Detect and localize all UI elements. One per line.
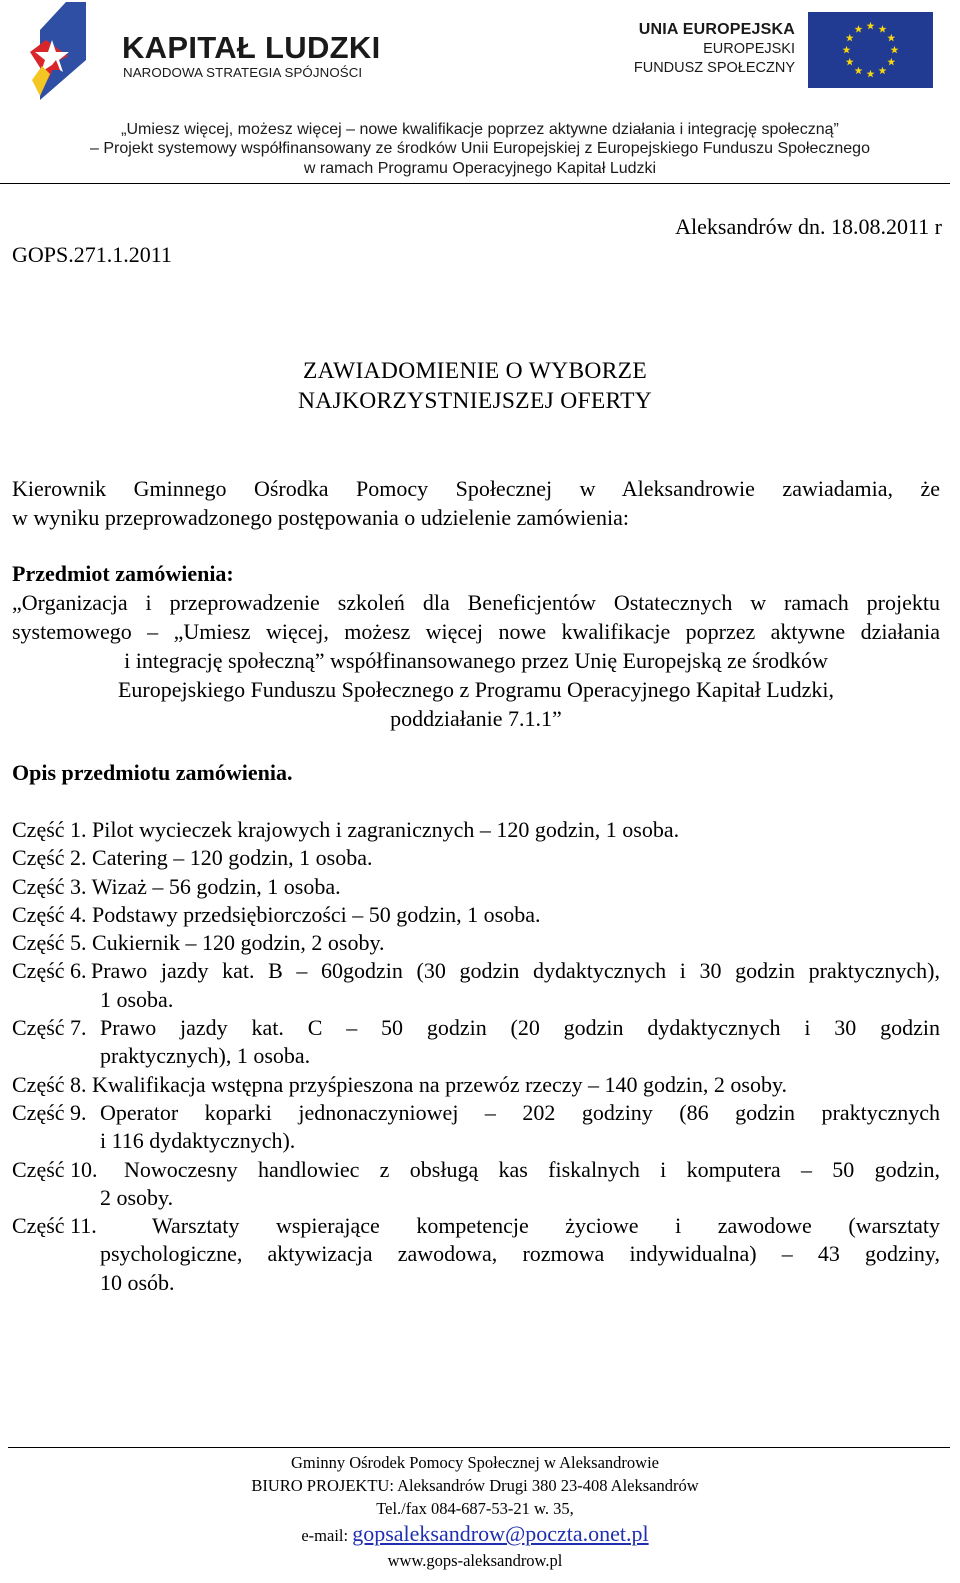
eu-line-3: FUNDUSZ SPOŁECZNY [633,59,795,76]
subject-line-3: i integrację społeczną” współfinansowanego przez Unię Europejską ze środków [124,648,828,673]
part-text: Operator koparki jednonaczyniowej – 202 godziny (86 godzin praktycznych [100,1099,940,1125]
part-label: Część 10. [12,1156,98,1182]
list-item [12,929,940,957]
list-item [12,957,940,1014]
title-line-1: ZAWIADOMIENIE O WYBORZE [303,358,647,384]
email-label: e-mail: [301,1526,353,1545]
list-item [12,844,940,872]
part-text: Pilot wycieczek krajowych i zagranicznych – 120 godzin, 1 osoba. [92,817,680,842]
document-header [0,0,960,186]
part-label: Część 8. [12,1071,87,1097]
footer-office: Gminny Ośrodek Pomocy Społecznej w Aleksandrowie [291,1453,659,1472]
part-text: Prawo jazdy kat. B – 60godzin (30 godzin dydaktycznych i 30 godzin praktycznych), [91,958,940,984]
date-line: Aleksandrów dn. 18.08.2011 r [675,214,942,239]
document-title [0,356,950,416]
intro-paragraph [12,474,940,532]
eu-line-1: UNIA EUROPEJSKA [638,21,795,38]
part-text: Prawo jazdy kat. C – 50 godzin (20 godzin dydaktycznych i 30 godzin [100,1015,940,1041]
footer-phone: Tel./fax 084-687-53-21 w. 35, [376,1499,574,1518]
list-item [12,1099,940,1156]
project-line-3: w ramach Programu Operacyjnego Kapitał Ludzki [303,159,657,177]
email-link[interactable]: gopsaleksandrow@poczta.onet.pl [352,1521,649,1546]
part-text: Nowoczesny handlowiec z obsługą kas fiskalnych i komputera – 50 godzin, [124,1156,940,1182]
subject-text [12,588,940,733]
kapital-ludzki-subtitle: NARODOWA STRATEGIA SPÓJNOŚCI [123,65,363,80]
eu-flag-icon [808,12,933,88]
footer-divider [8,1447,950,1448]
intro-line-2: w wyniku przeprowadzonego postępowania o udzielenie zamówienia: [12,505,630,530]
list-item [12,1071,940,1099]
part-label: Część 7. [12,1015,87,1041]
part-label: Część 11. [12,1213,97,1239]
project-line-1: „Umiesz więcej, możesz więcej – nowe kwalifikacje poprzez aktywne działania i integrację społeczną” [121,121,839,138]
part-text: Wizaż – 56 godzin, 1 osoba. [91,873,341,899]
list-item [12,901,940,929]
part-text: Catering – 120 godzin, 1 osoba. [92,845,373,871]
footer-website[interactable]: www.gops-aleksandrow.pl [387,1551,563,1570]
description-heading: Opis przedmiotu zamówienia. [12,760,293,785]
list-item [12,816,940,844]
header-divider [0,183,950,184]
subject-line-2: systemowego – „Umiesz więcej, możesz więcej nowe kwalifikacje poprzez aktywne działania [12,619,940,644]
part-text: Warsztaty wspierające kompetencje życiowe i zawodowe (warsztaty [152,1213,940,1239]
subject-line-1: „Organizacja i przeprowadzenie szkoleń dla Beneficjentów Ostatecznych w ramach projektu [12,590,940,615]
footer-address: BIURO PROJEKTU: Aleksandrów Drugi 380 23-408 Aleksandrów [251,1476,699,1495]
part-label: Część 9. [12,1099,87,1125]
part-label: Część 3. [12,873,87,899]
subject-line-4: Europejskiego Funduszu Społecznego z Programu Operacyjnego Kapitał Ludzki, [117,677,835,702]
title-line-2: NAJKORZYSTNIEJSZEJ OFERTY [297,388,653,414]
part-label: Część 5. [12,930,87,956]
list-item [12,873,940,901]
intro-line-1: Kierownik Gminnego Ośrodka Pomocy Społecznej w Aleksandrowie zawiadamia, że [12,476,940,501]
eu-line-2: EUROPEJSKI [703,41,795,57]
subject-line-5: poddziałanie 7.1.1” [390,706,562,731]
kapital-ludzki-title: KAPITAŁ LUDZKI [122,30,381,65]
reference-number: GOPS.271.1.2011 [12,242,172,267]
part-text: praktycznych), 1 osoba. [100,1043,311,1069]
part-text: Podstawy przedsiębiorczości – 50 godzin, 1 osoba. [92,901,541,927]
list-item [12,1212,940,1297]
part-text: 10 osób. [100,1269,175,1295]
part-text: 2 osoby. [100,1184,174,1210]
part-text: i 116 dydaktycznych). [100,1128,296,1154]
part-text: Cukiernik – 120 godzin, 2 osoby. [92,930,385,956]
part-label: Część 4. [12,901,87,927]
document-footer [0,1451,950,1572]
part-text: psychologiczne, aktywizacja zawodowa, rozmowa indywidualna) – 43 godziny, [100,1241,940,1267]
eu-fund-label [634,22,795,75]
kapital-ludzki-logo-icon [26,0,106,106]
part-label: Część 2. [12,845,87,871]
project-info [0,120,960,178]
part-label: Część 1. [12,817,87,842]
footer-email-row [0,1520,950,1549]
parts-list [12,816,940,1297]
project-line-2: – Projekt systemowy współfinansowany ze środków Unii Europejskiej z Europejskiego Funduszu Społecznego [90,140,870,158]
subject-heading: Przedmiot zamówienia: [12,561,234,586]
part-label: Część 6. [12,958,87,984]
list-item [12,1014,940,1071]
list-item [12,1156,940,1213]
part-text: Kwalifikacja wstępna przyśpieszona na przewóz rzeczy – 140 godzin, 2 osoby. [92,1071,788,1097]
part-text: 1 osoba. [100,986,174,1012]
